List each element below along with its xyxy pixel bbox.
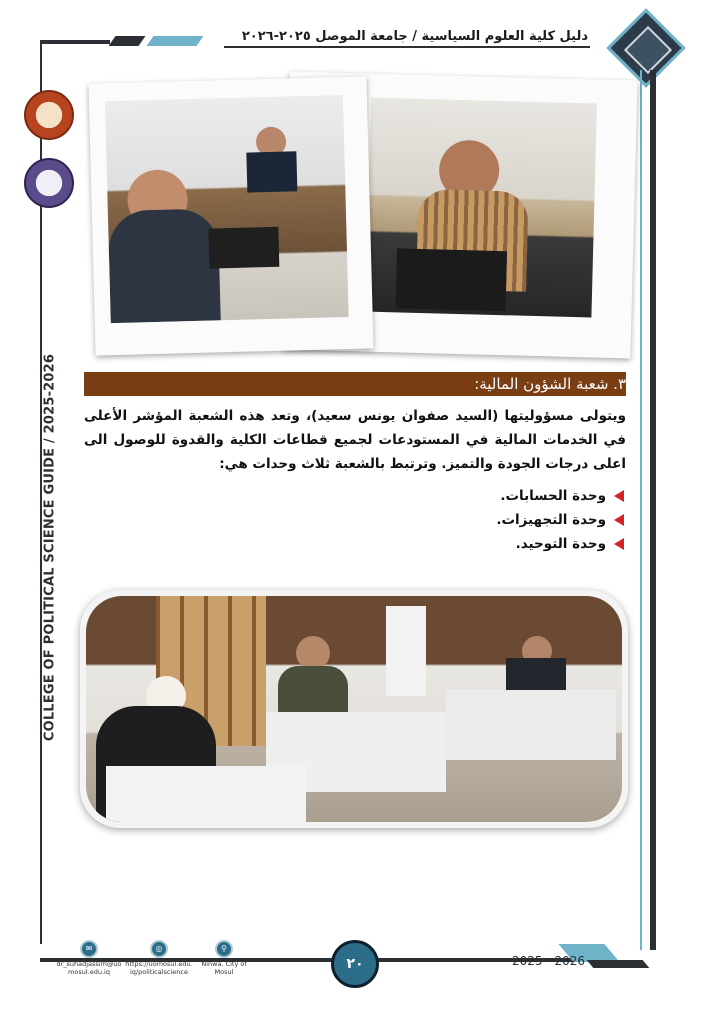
university-seal bbox=[24, 90, 74, 140]
header-title: دليل كلية العلوم السياسية / جامعة الموصل ٢٠٢٥-٢٠٢٦ bbox=[224, 28, 592, 46]
section-paragraph: ويتولى مسؤوليتها (السيد صفوان يونس سعيد)، وتعد هذه الشعبة المؤشر الأعلى في الخدمات المالية في المستودعات لجميع قطاعات الكلية والقدوة للوصول الى اعلى درجات الجودة والتميز. وترتبط بالشعبة ثلاث وحدات هي: bbox=[84, 408, 626, 472]
section-heading: ٣. شعبة الشؤون المالية: bbox=[474, 375, 626, 393]
email-icon: ✉ bbox=[80, 940, 98, 958]
side-guide-title: COLLEGE OF POLITICAL SCIENCE GUIDE / 2025-2026 bbox=[42, 353, 58, 742]
office-photo-man-laptop bbox=[365, 98, 597, 318]
office-photo-finance-unit bbox=[86, 596, 622, 822]
bottom-photo-frame bbox=[80, 590, 628, 828]
bullet-triangle-icon bbox=[614, 538, 624, 550]
header-stripe-teal bbox=[146, 36, 203, 46]
footer-contact-location: ⚲ Ninwa, City of Mosul bbox=[194, 940, 254, 976]
page-number: ٢٠ bbox=[331, 940, 379, 988]
college-seal bbox=[24, 158, 74, 208]
web-icon: ◎ bbox=[150, 940, 168, 958]
office-photo-staff bbox=[105, 95, 349, 323]
photo-card-left bbox=[88, 76, 373, 355]
list-item: وحدة التجهيزات. bbox=[496, 508, 624, 532]
header-stripe-dark bbox=[108, 36, 145, 46]
frame-right-line bbox=[650, 70, 656, 950]
footer-stripe-dark bbox=[587, 960, 650, 968]
location-icon: ⚲ bbox=[215, 940, 233, 958]
units-list bbox=[496, 484, 624, 556]
bullet-triangle-icon bbox=[614, 514, 624, 526]
list-item: وحدة التوحيد. bbox=[496, 532, 624, 556]
footer-year: 2025 - 2026 bbox=[512, 954, 586, 968]
footer-contact-email: ✉ dr_suhadjassim@uo mosul.edu.iq bbox=[54, 940, 124, 976]
header-corner bbox=[40, 40, 110, 44]
list-item: وحدة الحسابات. bbox=[496, 484, 624, 508]
bullet-triangle-icon bbox=[614, 490, 624, 502]
frame-right-accent bbox=[640, 70, 642, 950]
footer-contact-web: ◎ https://uomosul.edu. iq/politicalscience bbox=[124, 940, 194, 976]
